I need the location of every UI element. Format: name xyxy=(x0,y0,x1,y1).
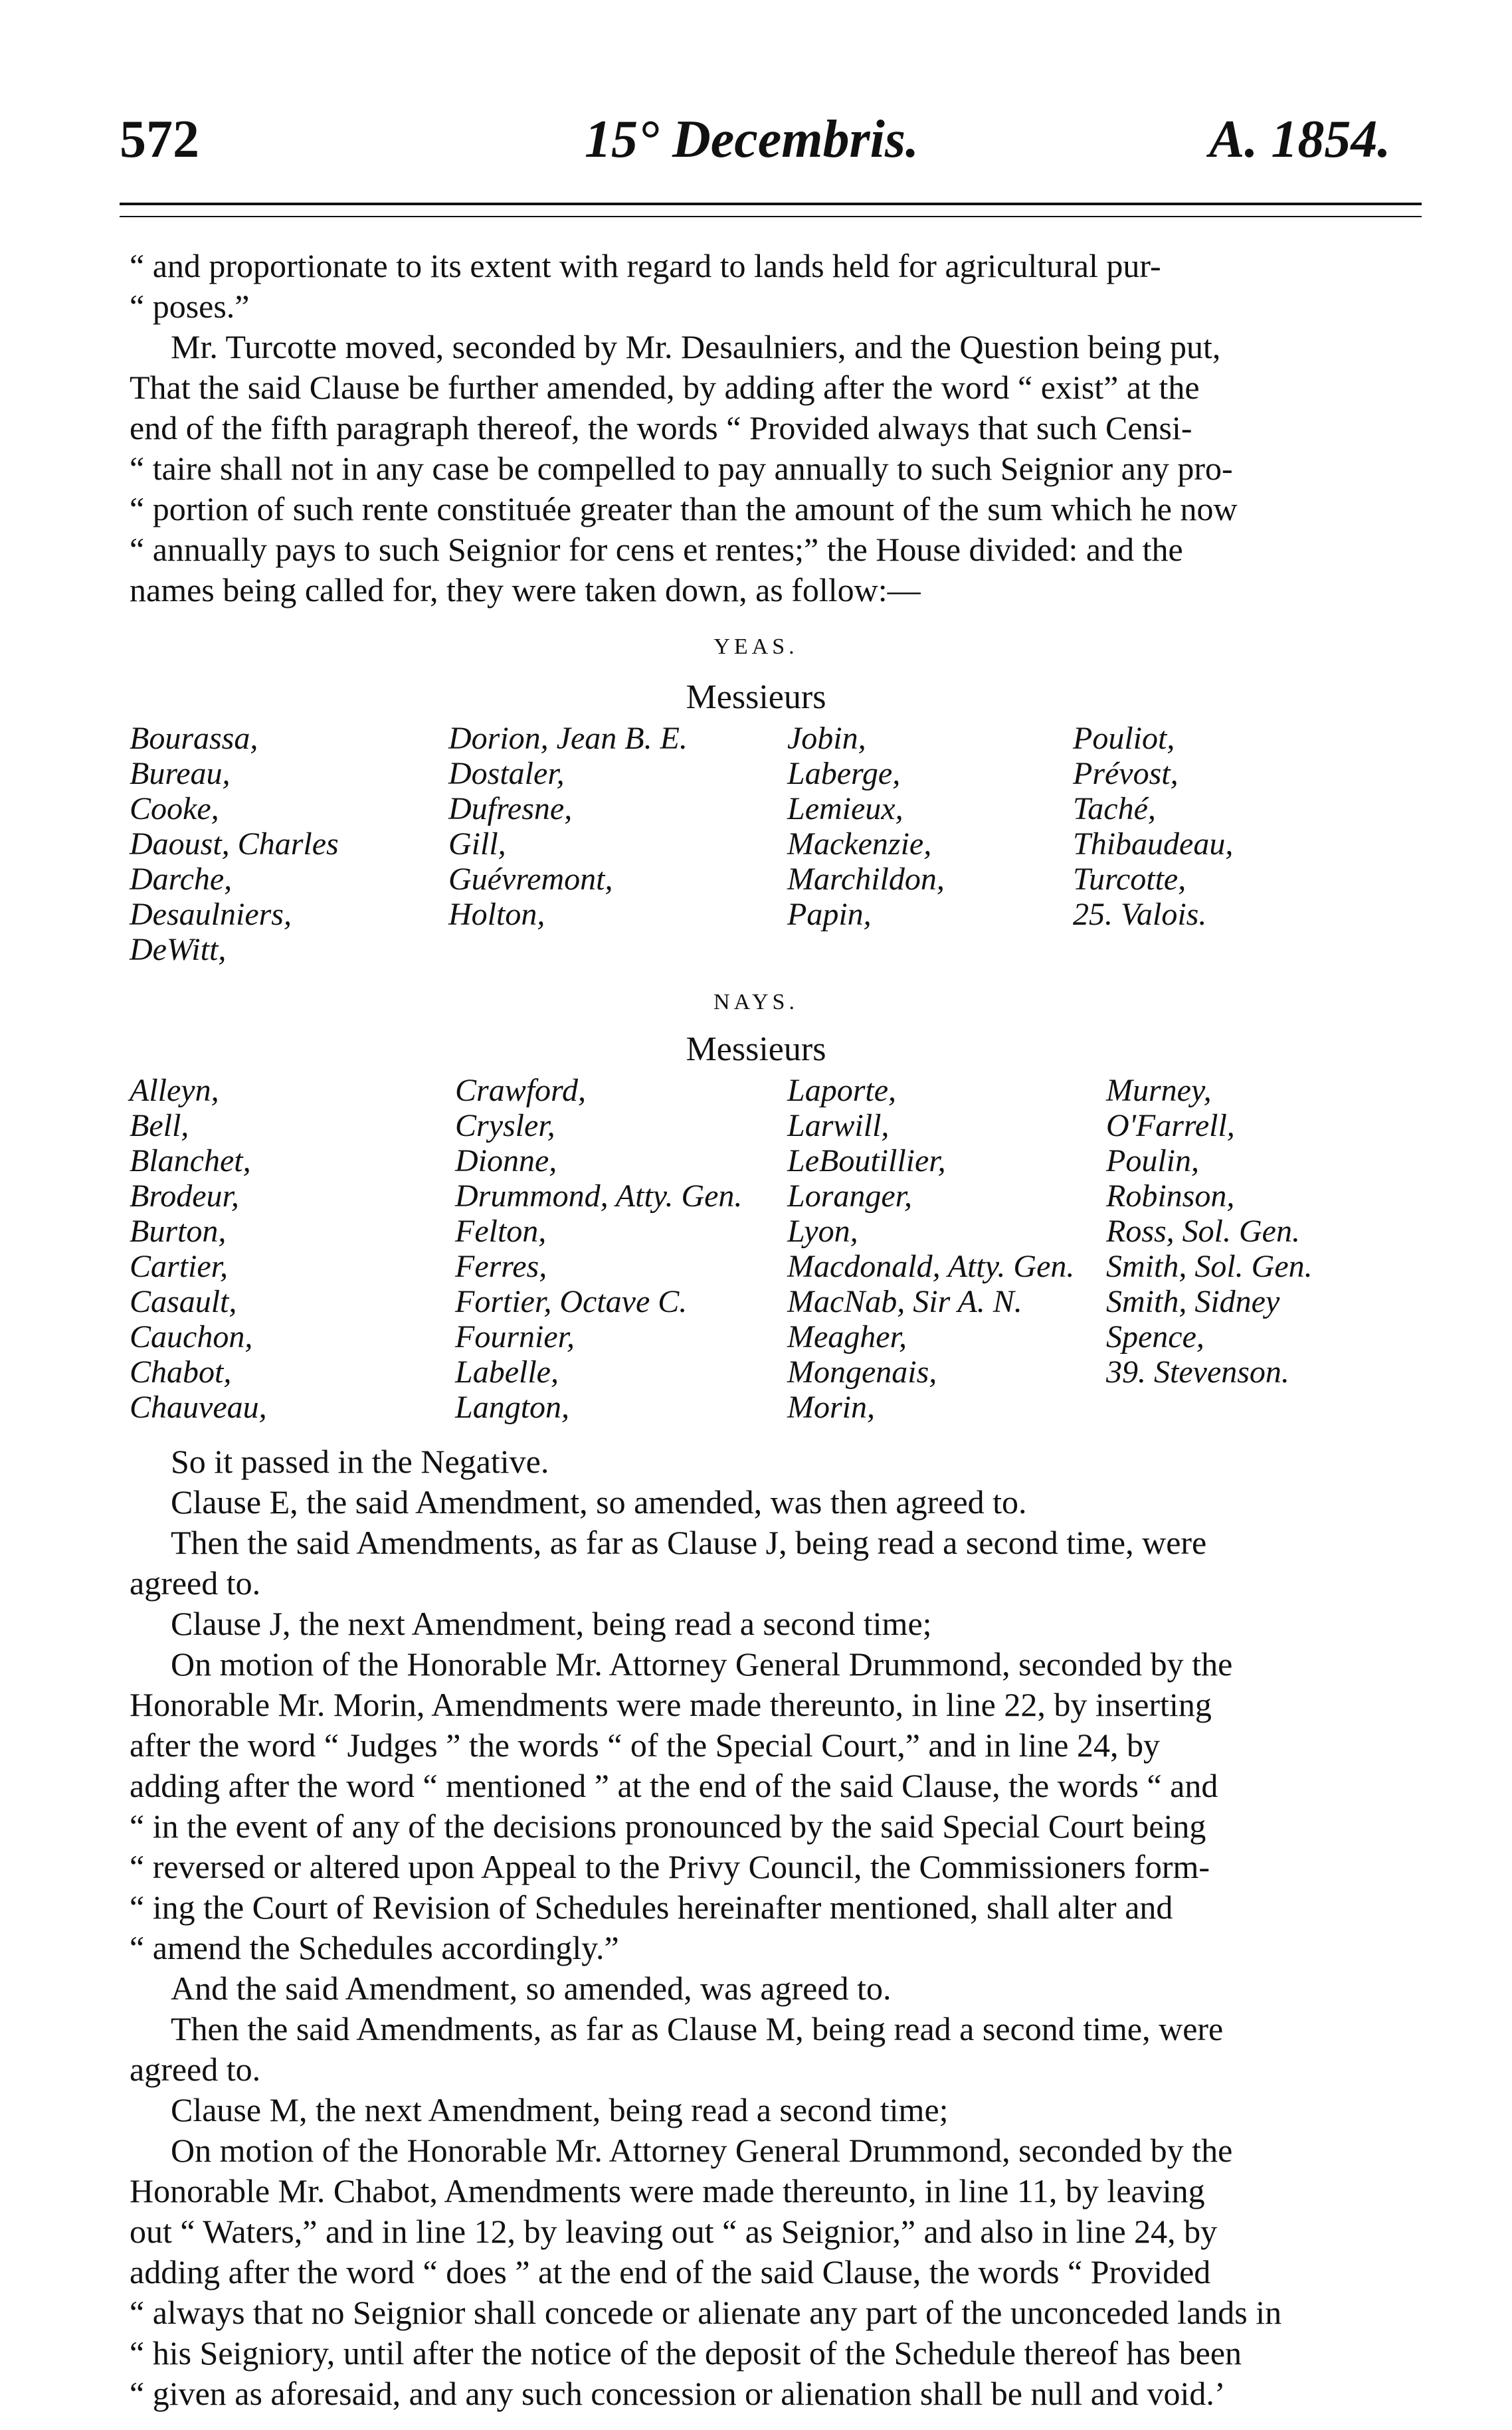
member-name: MacNab, Sir A. N. xyxy=(787,1284,1022,1319)
text-line: So it passed in the Negative. xyxy=(171,1443,549,1480)
member-name: Daoust, Charles xyxy=(130,826,339,862)
text-line: That the said Clause be further amended, by adding after the word “ exist” at the xyxy=(130,369,1200,406)
member-name: Macdonald, Atty. Gen. xyxy=(787,1249,1075,1284)
yeas-messieurs: Messieurs xyxy=(686,678,826,716)
nays-column xyxy=(130,1073,267,1425)
text-line: Clause J, the next Amendment, being read a second time; xyxy=(171,1605,932,1642)
member-name: Pouliot, xyxy=(1073,721,1175,756)
text-line: adding after the word “ mentioned ” at the end of the said Clause, the words “ and xyxy=(130,1767,1218,1804)
member-name: Langton, xyxy=(455,1390,570,1425)
text-line: Then the said Amendments, as far as Clause J, being read a second time, were xyxy=(171,1524,1207,1561)
member-name: Crawford, xyxy=(455,1073,586,1108)
member-name: 25. Valois. xyxy=(1073,897,1207,932)
member-name: Dionne, xyxy=(455,1143,557,1178)
member-name: Casault, xyxy=(130,1284,237,1319)
header-rule-thick xyxy=(120,203,1422,205)
member-name: Meagher, xyxy=(787,1319,907,1355)
text-line: “ taire shall not in any case be compelled to pay annually to such Seignior any pro- xyxy=(130,450,1233,487)
member-name: Bureau, xyxy=(130,756,231,791)
text-line: “ ing the Court of Revision of Schedules hereinafter mentioned, shall alter and xyxy=(130,1889,1173,1926)
member-name: Taché, xyxy=(1073,791,1156,826)
member-name: Mongenais, xyxy=(787,1355,937,1390)
text-line: And the said Amendment, so amended, was agreed to. xyxy=(171,1970,892,2007)
member-name: Ross, Sol. Gen. xyxy=(1106,1214,1300,1249)
member-name: Laberge, xyxy=(787,756,901,791)
member-name: Murney, xyxy=(1106,1073,1212,1108)
member-name: Labelle, xyxy=(455,1355,559,1390)
member-name: Larwill, xyxy=(787,1108,890,1143)
member-name: Dostaler, xyxy=(448,756,565,791)
member-name: Papin, xyxy=(787,897,872,932)
member-name: O'Farrell, xyxy=(1106,1108,1235,1143)
member-name: Chauveau, xyxy=(130,1390,267,1425)
nays-messieurs: Messieurs xyxy=(686,1030,826,1068)
text-line: Clause E, the said Amendment, so amended, was then agreed to. xyxy=(171,1483,1027,1521)
member-name: Marchildon, xyxy=(787,862,945,897)
member-name: Alleyn, xyxy=(130,1073,219,1108)
member-name: Spence, xyxy=(1106,1319,1204,1355)
text-line: Mr. Turcotte moved, seconded by Mr. Desaulniers, and the Question being put, xyxy=(171,328,1221,365)
page-number: 572 xyxy=(120,110,199,169)
member-name: Fortier, Octave C. xyxy=(455,1284,688,1319)
member-name: Lyon, xyxy=(787,1214,858,1249)
text-line: Honorable Mr. Morin, Amendments were made thereunto, in line 22, by inserting xyxy=(130,1686,1212,1723)
text-line: “ his Seigniory, until after the notice of the deposit of the Schedule thereof has been xyxy=(130,2334,1242,2372)
nays-column xyxy=(455,1073,742,1425)
member-name: Fournier, xyxy=(455,1319,575,1355)
nays-name-list xyxy=(130,1073,1418,1445)
text-line: Honorable Mr. Chabot, Amendments were made thereunto, in line 11, by leaving xyxy=(130,2172,1205,2209)
member-name: Ferres, xyxy=(455,1249,547,1284)
member-name: Crysler, xyxy=(455,1108,555,1143)
member-name: Prévost, xyxy=(1073,756,1179,791)
member-name: Holton, xyxy=(448,897,545,932)
yeas-column xyxy=(448,721,688,932)
member-name: Brodeur, xyxy=(130,1178,239,1214)
header-year: A. 1854. xyxy=(1209,110,1391,169)
member-name: Loranger, xyxy=(787,1178,913,1214)
nays-column xyxy=(787,1073,1074,1425)
member-name: Mackenzie, xyxy=(787,826,932,862)
member-name: Cartier, xyxy=(130,1249,229,1284)
member-name: Burton, xyxy=(130,1214,227,1249)
yeas-name-list xyxy=(130,721,1418,1000)
motion-paragraph xyxy=(130,246,1418,610)
member-name: Dufresne, xyxy=(448,791,573,826)
yeas-column xyxy=(1073,721,1233,932)
member-name: Cauchon, xyxy=(130,1319,253,1355)
member-name: Chabot, xyxy=(130,1355,232,1390)
text-line: names being called for, they were taken down, as follow:— xyxy=(130,571,921,608)
member-name: Turcotte, xyxy=(1073,862,1186,897)
member-name: Smith, Sol. Gen. xyxy=(1106,1249,1313,1284)
member-name: LeBoutillier, xyxy=(787,1143,946,1178)
text-line: “ amend the Schedules accordingly.” xyxy=(130,1929,619,1966)
yeas-column xyxy=(787,721,945,932)
member-name: 39. Stevenson. xyxy=(1106,1355,1289,1390)
nays-column xyxy=(1106,1073,1313,1390)
member-name: Guévremont, xyxy=(448,862,613,897)
text-line: “ poses.” xyxy=(130,288,250,325)
text-line: Then the said Amendments, as far as Clause M, being read a second time, were xyxy=(171,2010,1224,2047)
text-line: “ and proportionate to its extent with regard to lands held for agricultural pur- xyxy=(130,247,1161,284)
text-line: after the word “ Judges ” the words “ of the Special Court,” and in line 24, by xyxy=(130,1727,1160,1764)
member-name: Bourassa, xyxy=(130,721,258,756)
member-name: Bell, xyxy=(130,1108,189,1143)
text-line: agreed to. xyxy=(130,2051,261,2088)
member-name: Dorion, Jean B. E. xyxy=(448,721,688,756)
proceedings-text xyxy=(130,1442,1418,2414)
member-name: Thibaudeau, xyxy=(1073,826,1234,862)
text-line: end of the fifth paragraph thereof, the words “ Provided always that such Censi- xyxy=(130,409,1192,446)
member-name: Cooke, xyxy=(130,791,219,826)
member-name: Desaulniers, xyxy=(130,897,292,932)
member-name: Poulin, xyxy=(1106,1143,1199,1178)
member-name: Darche, xyxy=(130,862,233,897)
member-name: Smith, Sidney xyxy=(1106,1284,1280,1319)
member-name: Robinson, xyxy=(1106,1178,1235,1214)
member-name: Blanchet, xyxy=(130,1143,251,1178)
nays-heading: NAYS. xyxy=(713,990,799,1014)
yeas-heading: YEAS. xyxy=(713,634,799,659)
text-line: agreed to. xyxy=(130,1564,261,1602)
text-line: “ portion of such rente constituée greater than the amount of the sum which he now xyxy=(130,490,1238,527)
member-name: Jobin, xyxy=(787,721,866,756)
member-name: Drummond, Atty. Gen. xyxy=(455,1178,743,1214)
text-line: Clause M, the next Amendment, being read a second time; xyxy=(171,2091,949,2128)
member-name: Lemieux, xyxy=(787,791,903,826)
yeas-column xyxy=(130,721,339,967)
member-name: Felton, xyxy=(455,1214,547,1249)
member-name: Laporte, xyxy=(787,1073,897,1108)
member-name: Gill, xyxy=(448,826,506,862)
text-line: On motion of the Honorable Mr. Attorney General Drummond, seconded by the xyxy=(171,1645,1233,1683)
text-line: adding after the word “ does ” at the end of the said Clause, the words “ Provided xyxy=(130,2253,1211,2290)
member-name: DeWitt, xyxy=(130,932,227,967)
text-line: “ in the event of any of the decisions pronounced by the said Special Court being xyxy=(130,1808,1206,1845)
text-line: “ given as aforesaid, and any such concession or alienation shall be null and void.’ xyxy=(130,2375,1226,2412)
member-name: Morin, xyxy=(787,1390,875,1425)
text-line: “ always that no Seignior shall concede or alienate any part of the unconceded lands in xyxy=(130,2294,1282,2331)
text-line: On motion of the Honorable Mr. Attorney General Drummond, seconded by the xyxy=(171,2132,1233,2169)
text-line: out “ Waters,” and in line 12, by leaving out “ as Seignior,” and also in line 24, by xyxy=(130,2213,1218,2250)
header-rule-thin xyxy=(120,216,1422,217)
text-line: “ annually pays to such Seignior for cens et rentes;” the House divided: and the xyxy=(130,531,1183,568)
header-date: 15° Decembris. xyxy=(585,110,919,169)
text-line: “ reversed or altered upon Appeal to the Privy Council, the Commissioners form- xyxy=(130,1848,1210,1885)
